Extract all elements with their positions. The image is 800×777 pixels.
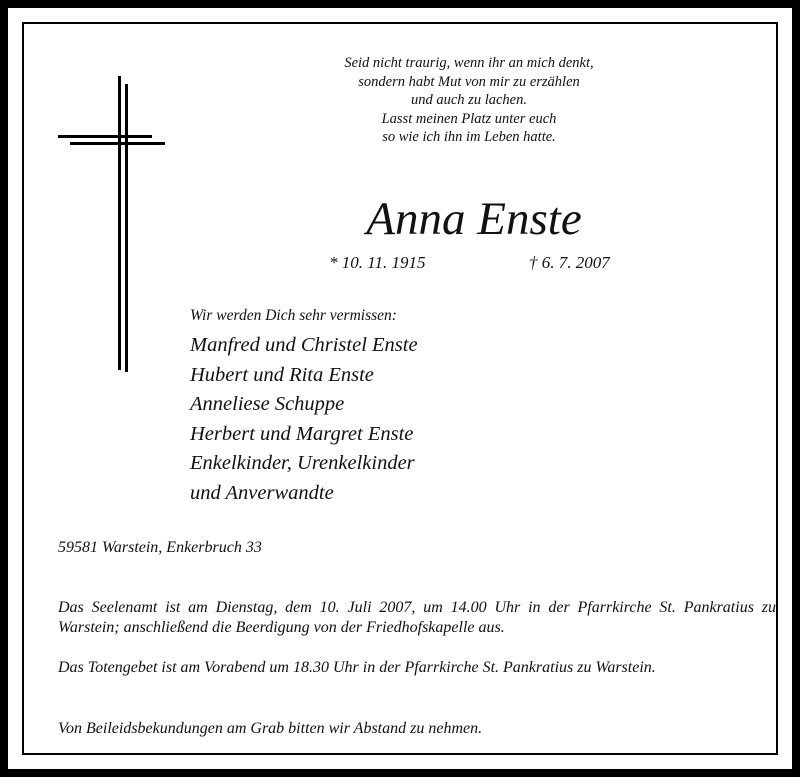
requiem-notice: Das Seelenamt ist am Dienstag, dem 10. Juli 2007, um 14.00 Uhr in der Pfarrkirche St. Pankratius zu Warstein; anschließend die Beerdigung von der Friedhofskapelle aus. bbox=[58, 599, 776, 636]
mourners-list bbox=[190, 331, 418, 508]
mourner-name: Anneliese Schuppe bbox=[190, 393, 345, 415]
poem bbox=[279, 54, 659, 147]
mourners-intro: Wir werden Dich sehr vermissen: bbox=[190, 307, 397, 324]
mourner-name: Manfred und Christel Enste bbox=[190, 334, 418, 356]
poem-line: und auch zu lachen. bbox=[411, 92, 527, 108]
mourner-name: Hubert und Rita Enste bbox=[190, 363, 374, 386]
poem-line: Seid nicht traurig, wenn ihr an mich denkt, bbox=[344, 55, 594, 71]
family-address: 59581 Warstein, Enkerbruch 33 bbox=[58, 539, 262, 556]
poem-line: Lasst meinen Platz unter euch bbox=[381, 110, 557, 127]
obituary-frame bbox=[22, 22, 778, 755]
deceased-name: Anna Enste bbox=[366, 193, 582, 245]
mourner-name: Herbert und Margret Enste bbox=[190, 422, 414, 445]
poem-line: so wie ich ihn im Leben hatte. bbox=[382, 129, 556, 145]
prayer-notice: Das Totengebet ist am Vorabend um 18.30 Uhr in der Pfarrkirche St. Pankratius zu Warstein. bbox=[58, 659, 656, 676]
obituary-margin bbox=[8, 8, 792, 769]
death-date: † 6. 7. 2007 bbox=[529, 253, 610, 272]
condolence-notice: Von Beileidsbekundungen am Grab bitten wir Abstand zu nehmen. bbox=[58, 720, 483, 737]
mourner-name: und Anverwandte bbox=[190, 481, 334, 504]
birth-date: * 10. 11. 1915 bbox=[329, 253, 426, 272]
mourner-name: Enkelkinder, Urenkelkinder bbox=[190, 452, 415, 474]
cross-icon bbox=[58, 56, 188, 376]
poem-line: sondern habt Mut von mir zu erzählen bbox=[358, 73, 580, 90]
